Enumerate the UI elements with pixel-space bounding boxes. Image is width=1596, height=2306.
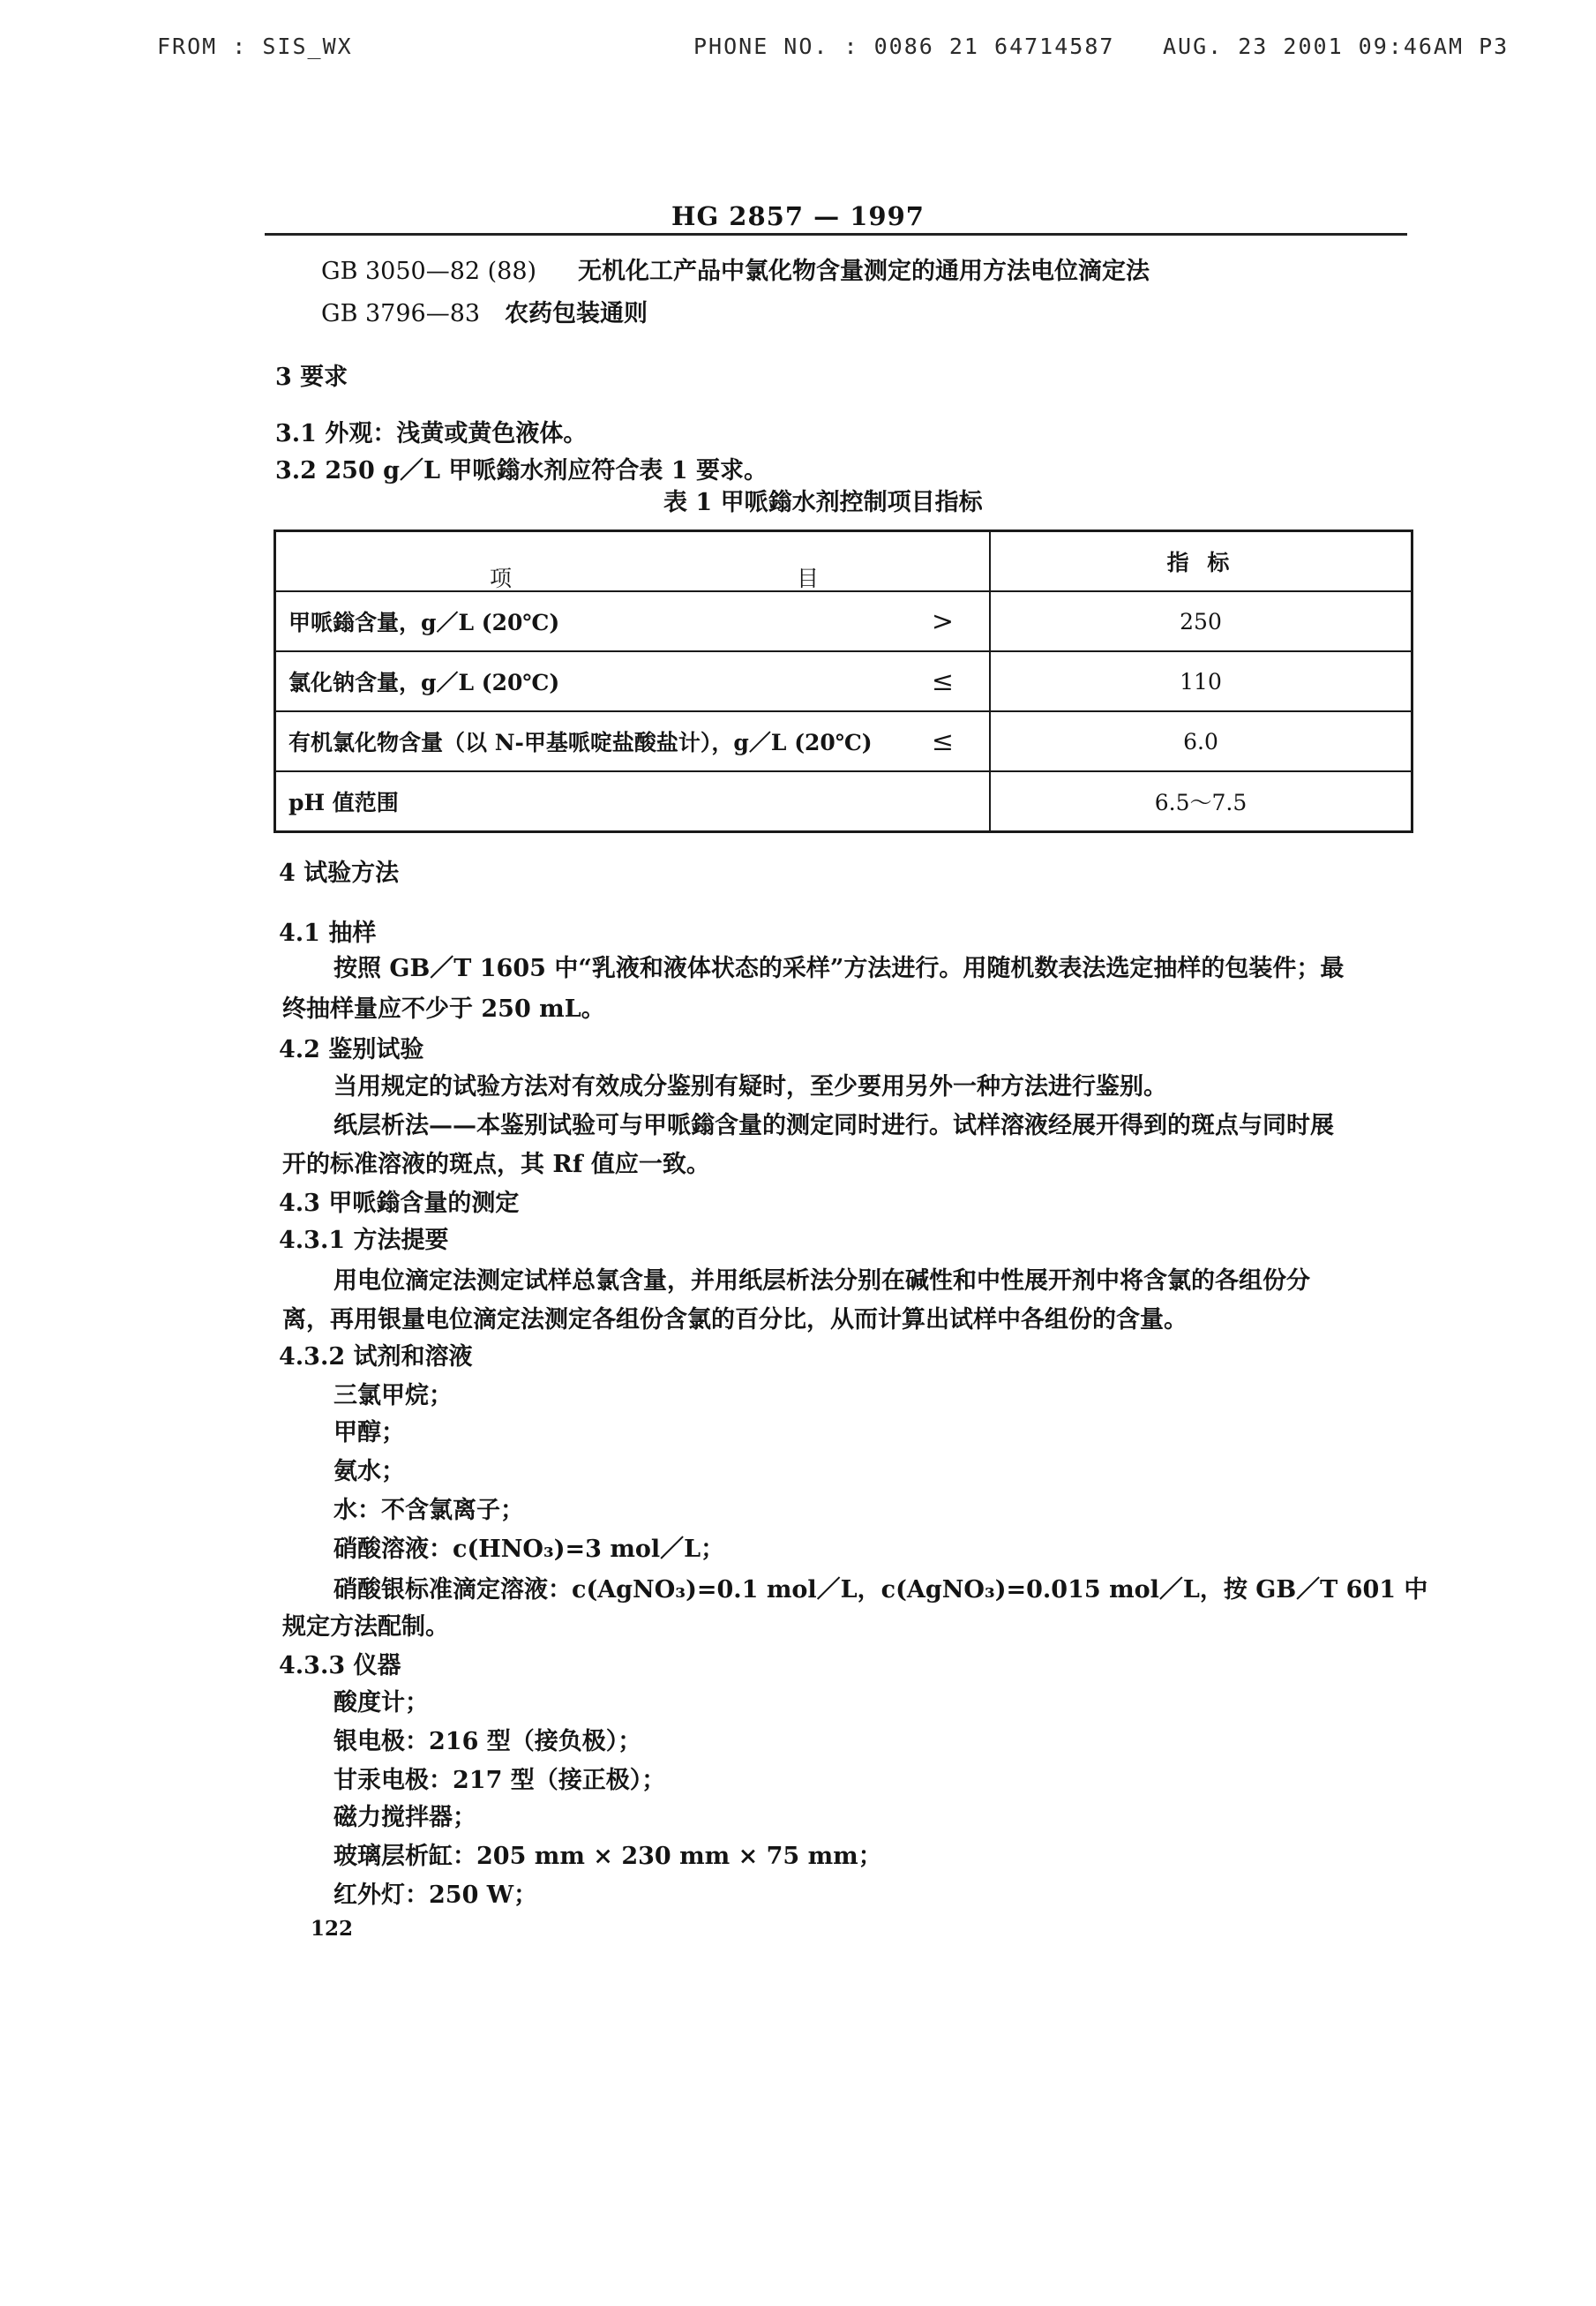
table-row [275, 591, 1412, 651]
instrument-item: 酸度计； [333, 1689, 429, 1716]
row-item: pH 值范围 [275, 771, 889, 832]
table-1-caption: 表 1 甲哌鎓水剂控制项目指标 [663, 489, 983, 516]
instrument-item: 玻璃层析缸：205 mm × 230 mm × 75 mm； [333, 1843, 882, 1870]
header-item-char-2: 目 [797, 566, 820, 591]
row-value: 250 [990, 591, 1412, 651]
reagent-item: 氨水； [333, 1458, 405, 1485]
header-rule [265, 233, 1407, 236]
fax-phone: PHONE NO. : 0086 21 64714587 [693, 34, 1115, 59]
clause-4-2-para-1: 当用规定的试验方法对有效成分鉴别有疑时，至少要用另外一种方法进行鉴别。 [333, 1073, 1167, 1100]
table-header-item [275, 531, 991, 592]
row-item: 甲哌鎓含量，g／L (20℃) [275, 591, 889, 651]
row-operator: ≤ [888, 711, 990, 771]
instrument-item: 磁力搅拌器； [333, 1804, 476, 1831]
ref-code-2: GB 3796—83 [321, 300, 481, 327]
clause-4-2-para-2-line-1: 纸层析法——本鉴别试验可与甲哌鎓含量的测定同时进行。试样溶液经展开得到的斑点与同时展 [333, 1112, 1334, 1139]
row-operator [888, 771, 990, 832]
reagent-item-continued: 规定方法配制。 [282, 1613, 449, 1641]
clause-4-3-1-para-line-1: 用电位滴定法测定试样总氯含量，并用纸层析法分别在碱性和中性展开剂中将含氯的各组份分 [333, 1267, 1310, 1295]
row-value: 6.0 [990, 711, 1412, 771]
clause-3-1: 3.1 外观：浅黄或黄色液体。 [275, 420, 588, 447]
section-4-heading: 4 试验方法 [279, 860, 400, 887]
clause-4-2-title: 4.2 鉴别试验 [279, 1036, 424, 1063]
clause-4-3-3-title: 4.3.3 仪器 [279, 1652, 401, 1679]
row-operator: ≤ [888, 651, 990, 711]
clause-4-3-1-para-line-2: 离，再用银量电位滴定法测定各组份含氯的百分比，从而计算出试样中各组份的含量。 [282, 1306, 1188, 1333]
instrument-item: 银电极：216 型（接负极）； [333, 1728, 642, 1755]
clause-4-1-para-line-2: 终抽样量应不少于 250 mL。 [282, 995, 605, 1023]
row-value: 6.5～7.5 [990, 771, 1412, 832]
reagent-item: 硝酸银标准滴定溶液：c(AgNO₃)=0.1 mol／L，c(AgNO₃)=0.015 mol／L，按 GB／T 601 中 [333, 1576, 1428, 1604]
section-3-heading: 3 要求 [275, 364, 348, 391]
reagent-item: 硝酸溶液：c(HNO₃)=3 mol／L； [333, 1536, 725, 1563]
clause-4-3-2-title: 4.3.2 试剂和溶液 [279, 1343, 473, 1371]
instrument-item: 红外灯：250 W； [333, 1882, 538, 1909]
header-item-char-1: 项 [490, 566, 513, 591]
fax-sender: FROM : SIS_WX [157, 34, 353, 59]
reagent-item: 三氯甲烷； [333, 1382, 453, 1409]
clause-4-3-title: 4.3 甲哌鎓含量的测定 [279, 1190, 520, 1217]
standard-code: HG 2857 — 1997 [671, 201, 925, 231]
ref-title-2: 农药包装通则 [505, 300, 648, 327]
table-row [275, 771, 1412, 832]
ref-code-1: GB 3050—82 (88) [321, 258, 537, 285]
row-value: 110 [990, 651, 1412, 711]
table-1 [273, 530, 1413, 833]
reagent-item: 水：不含氯离子； [333, 1497, 524, 1524]
clause-4-3-1-title: 4.3.1 方法提要 [279, 1227, 449, 1254]
clause-4-2-para-2-line-2: 开的标准溶液的斑点，其 Rf 值应一致。 [282, 1151, 710, 1178]
row-operator: > [888, 591, 990, 651]
table-header-row [275, 531, 1412, 592]
table-row [275, 651, 1412, 711]
clause-3-2: 3.2 250 g／L 甲哌鎓水剂应符合表 1 要求。 [275, 457, 768, 484]
table-header-index: 指 标 [990, 531, 1412, 592]
clause-4-1-para-line-1: 按照 GB／T 1605 中“乳液和液体状态的采样”方法进行。用随机数表法选定抽样的包装件；最 [333, 955, 1345, 982]
ref-title-1: 无机化工产品中氯化物含量测定的通用方法电位滴定法 [578, 258, 1150, 285]
table-row [275, 711, 1412, 771]
row-item: 氯化钠含量，g／L (20℃) [275, 651, 889, 711]
page-number: 122 [311, 1917, 354, 1941]
reagent-item: 甲醇； [333, 1419, 405, 1446]
row-item: 有机氯化物含量（以 N-甲基哌啶盐酸盐计），g／L (20℃) [275, 711, 889, 771]
instrument-item: 甘汞电极：217 型（接正极）； [333, 1767, 666, 1794]
clause-4-1-title: 4.1 抽样 [279, 920, 377, 947]
fax-datetime: AUG. 23 2001 09:46AM P3 [1163, 34, 1510, 59]
